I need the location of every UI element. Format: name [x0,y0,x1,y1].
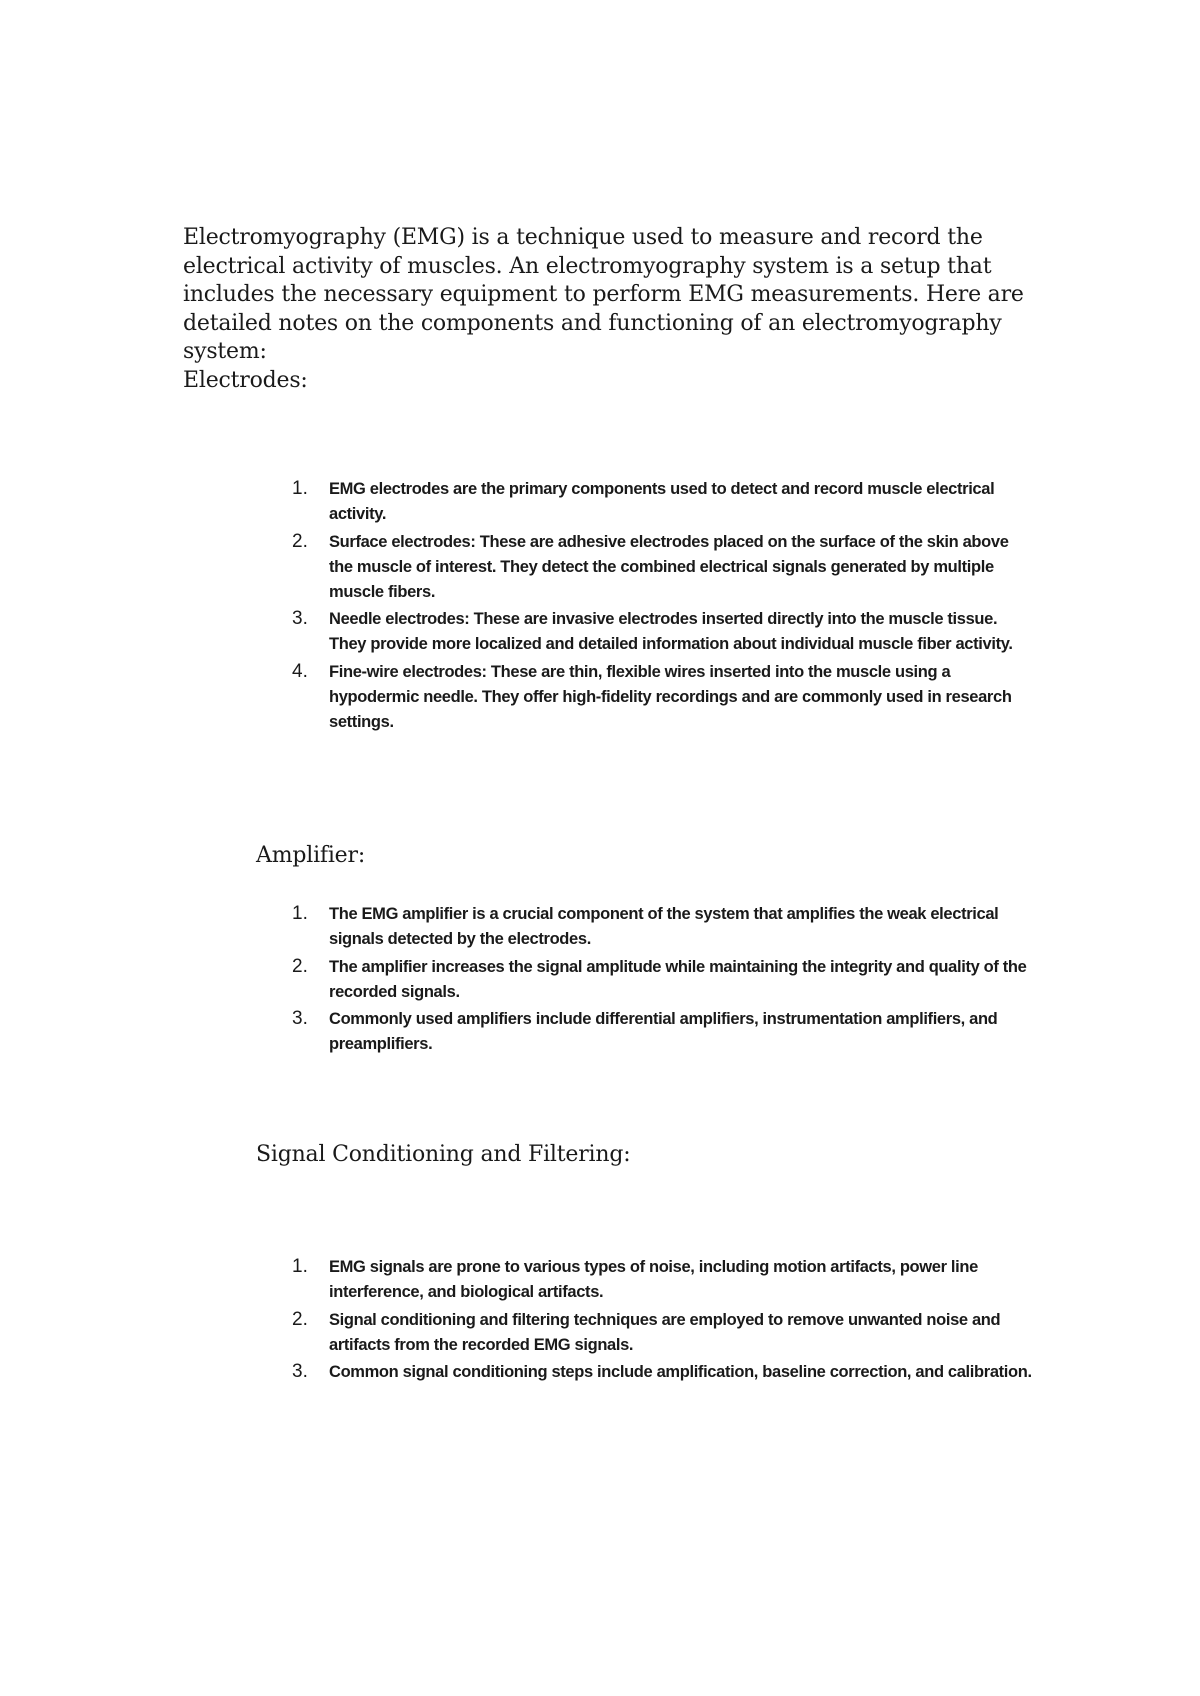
electrodes-list [292,477,1032,737]
list-item-text: EMG signals are prone to various types of noise, including motion artifacts, power line interference, and biological artifacts. [329,1258,978,1301]
section-heading-electrodes: Electrodes: [183,368,308,393]
list-item-text: EMG electrodes are the primary components used to detect and record muscle electrical activity. [329,480,995,523]
list-item [292,477,1032,527]
section-heading-amplifier: Amplifier: [256,843,366,868]
section-heading-signal-conditioning: Signal Conditioning and Filtering: [256,1142,631,1167]
list-item-number: 2. [292,1308,308,1330]
intro-paragraph: Electromyography (EMG) is a technique used to measure and record the electrical activity of muscles. An electromyography system is a setup that includes the necessary equipment to perform EMG measurements. Here are detailed notes on the components and functioning of an electromyography system: [183,225,1024,364]
list-item-text: Commonly used amplifiers include differential amplifiers, instrumentation amplifiers, and preamplifiers. [329,1010,998,1053]
list-item [292,1308,1032,1358]
list-item-number: 1. [292,903,308,924]
list-item-text: Surface electrodes: These are adhesive electrodes placed on the surface of the skin above the muscle of interest. They detect the combined electrical signals generated by multiple muscle fibers. [329,532,1009,601]
list-item [292,607,1032,657]
list-item-text: The EMG amplifier is a crucial component of the system that amplifies the weak electrical signals detected by the electrodes. [329,905,999,948]
list-item [292,660,1032,735]
list-item [292,1360,1032,1385]
list-item [292,955,1032,1005]
amplifier-list [292,902,1032,1060]
list-item [292,902,1032,952]
list-item-text: Needle electrodes: These are invasive electrodes inserted directly into the muscle tissue. They provide more localized and detailed information about individual muscle fiber activity. [329,610,1013,653]
list-item-text: Common signal conditioning steps include amplification, baseline correction, and calibration. [329,1363,1032,1381]
signal-conditioning-list [292,1255,1032,1388]
list-item [292,1255,1032,1305]
list-item-text: Fine-wire electrodes: These are thin, flexible wires inserted into the muscle using a hypodermic needle. They offer high-fidelity recordings and are commonly used in research settings. [329,662,1012,731]
list-item-number: 1. [292,478,308,499]
list-item-number: 1. [292,1256,308,1277]
list-item-number: 3. [292,1361,308,1382]
list-item-text: Signal conditioning and filtering techniques are employed to remove unwanted noise and artifacts from the recorded EMG signals. [329,1310,1001,1354]
list-item-number: 3. [292,608,308,629]
list-item-number: 2. [292,955,308,977]
list-item-text: The amplifier increases the signal amplitude while maintaining the integrity and quality of the recorded signals. [329,957,1027,1001]
list-item-number: 3. [292,1008,308,1029]
list-item-number: 2. [292,530,308,552]
list-item [292,1007,1032,1057]
list-item-number: 4. [292,660,308,682]
list-item [292,530,1032,605]
